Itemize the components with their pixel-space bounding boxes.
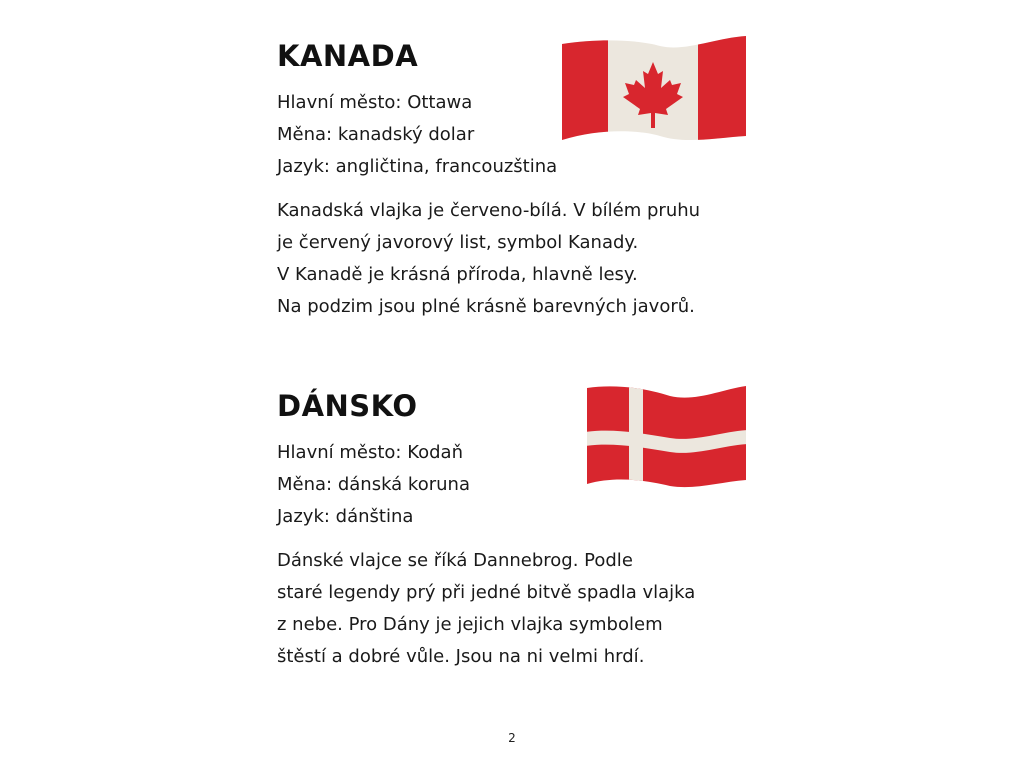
denmark-description-line: staré legendy prý při jedné bitvě spadla vlajka [277,582,696,603]
denmark-description-line: Dánské vlajce se říká Dannebrog. Podle [277,550,633,571]
denmark-description [277,545,695,673]
denmark-language: Jazyk: dánština [277,506,414,527]
denmark-capital: Hlavní město: Kodaň [277,442,463,463]
canada-description-line: je červený javorový list, symbol Kanady. [277,232,639,253]
denmark-description-line: štěstí a dobré vůle. Jsou na ni velmi hrdí. [277,646,645,667]
canada-currency: Měna: kanadský dolar [277,124,475,145]
denmark-flag-icon [585,384,748,492]
canada-description [277,195,700,323]
denmark-description-line: z nebe. Pro Dány je jejich vlajka symbolem [277,614,663,635]
page-number: 2 [508,731,516,745]
denmark-currency: Měna: dánská koruna [277,474,470,495]
canada-language: Jazyk: angličtina, francouzština [277,156,558,177]
canada-description-line: Kanadská vlajka je červeno-bílá. V bílém pruhu [277,200,701,221]
canada-description-line: Na podzim jsou plné krásně barevných javorů. [277,296,695,317]
canada-description-line: V Kanadě je krásná příroda, hlavně lesy. [277,264,638,285]
canada-flag-icon [560,36,748,146]
canada-title: KANADA [277,39,419,73]
denmark-title: DÁNSKO [277,389,418,423]
canada-capital: Hlavní město: Ottawa [277,92,473,113]
